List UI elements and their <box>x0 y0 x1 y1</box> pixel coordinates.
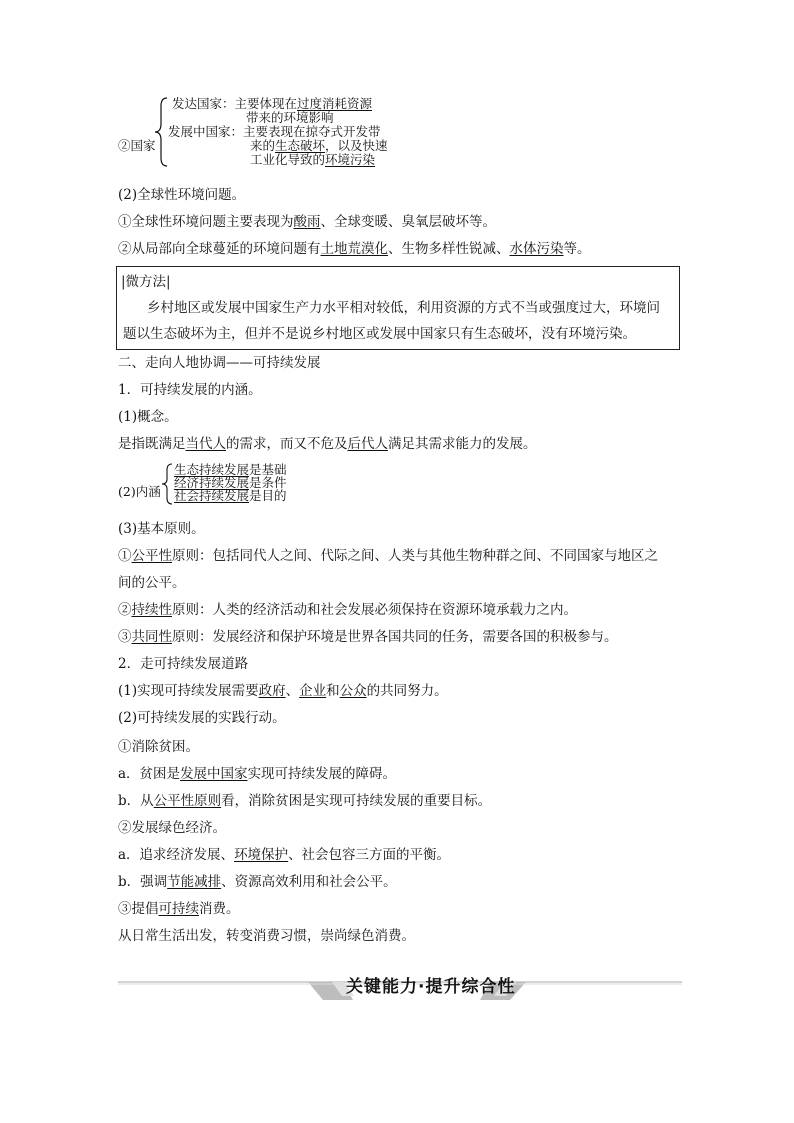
action-1a: a．贫困是发展中国家实现可持续发展的障碍。 <box>118 766 397 782</box>
section2-sub2: 2．走可持续发展道路 <box>118 656 249 672</box>
section2-sub1: 1．可持续发展的内涵。 <box>118 382 262 398</box>
developed-line1: 发达国家：主要体现在过度消耗资源 <box>172 96 373 111</box>
action-3: ③提倡可持续消费。 <box>118 901 240 917</box>
developing-line3: 工业化导致的环境污染 <box>250 152 376 167</box>
developing-line2: 来的生态破坏，以及快速 <box>250 138 388 153</box>
country-label: ②国家 <box>118 138 156 153</box>
developed-line2: 带来的环境影响 <box>246 110 334 125</box>
connotation-line3: 社会持续发展是目的 <box>174 488 287 503</box>
action-2b: b．强调节能减排、资源高效利用和社会公平。 <box>118 874 397 890</box>
action-3-text: 从日常生活出发，转变消费习惯，崇尚绿色消费。 <box>118 928 415 944</box>
method-box-line2: 题以生态破坏为主，但并不是说乡村地区或发展中国家只有生态破坏，没有环境污染。 <box>123 326 636 342</box>
banner-title: 关键能力·提升综合性 <box>346 977 516 997</box>
road-1: (1)实现可持续发展需要政府、企业和公众的共同努力。 <box>118 683 448 699</box>
concept-heading: (1)概念。 <box>118 409 178 425</box>
method-box <box>116 266 680 350</box>
action-2: ②发展绿色经济。 <box>118 820 226 836</box>
connotation-label: (2)内涵 <box>118 484 161 499</box>
principle-1: ①公平性原则：包括同代人之间、代际之间、人类与其他生物种群之间、不同国家与地区之 <box>118 548 658 564</box>
principle-2: ②持续性原则：人类的经济活动和社会发展必须保持在资源环境承载力之内。 <box>118 602 577 618</box>
action-1: ①消除贫困。 <box>118 739 199 755</box>
concept-text: 是指既满足当代人的需求，而又不危及后代人满足其需求能力的发展。 <box>118 436 537 452</box>
principle-1-cont: 间的公平。 <box>118 575 186 591</box>
road-2: (2)可持续发展的实践行动。 <box>118 710 286 726</box>
action-2a: a．追求经济发展、环境保护、社会包容三方面的平衡。 <box>118 847 451 863</box>
action-1b: b．从公平性原则看，消除贫困是实现可持续发展的重要目标。 <box>118 793 492 809</box>
connotation-line2: 经济持续发展是条件 <box>174 475 287 490</box>
principle-heading: (3)基本原则。 <box>118 521 205 537</box>
principle-3: ③共同性原则：发展经济和保护环境是世界各国共同的任务，需要各国的积极参与。 <box>118 629 618 645</box>
global-heading: (2)全球性环境问题。 <box>118 187 246 203</box>
method-box-title: |微方法| <box>121 274 171 290</box>
connotation-line1: 生态持续发展是基础 <box>174 462 287 477</box>
connotation-brace-icon <box>160 462 174 506</box>
global-line1: ①全球性环境问题主要表现为酸雨、全球变暖、臭氧层破坏等。 <box>118 214 496 230</box>
method-box-line1: 乡村地区或发展中国家生产力水平相对较低，利用资源的方式不当或强度过大，环境问 <box>147 300 660 316</box>
global-line2: ②从局部向全球蔓延的环境问题有土地荒漠化、生物多样性锐减、水体污染等。 <box>118 241 591 257</box>
developing-line1: 发展中国家：主要表现在掠夺式开发带 <box>168 124 381 139</box>
section2-title: 二、走向人地协调——可持续发展 <box>118 355 321 371</box>
